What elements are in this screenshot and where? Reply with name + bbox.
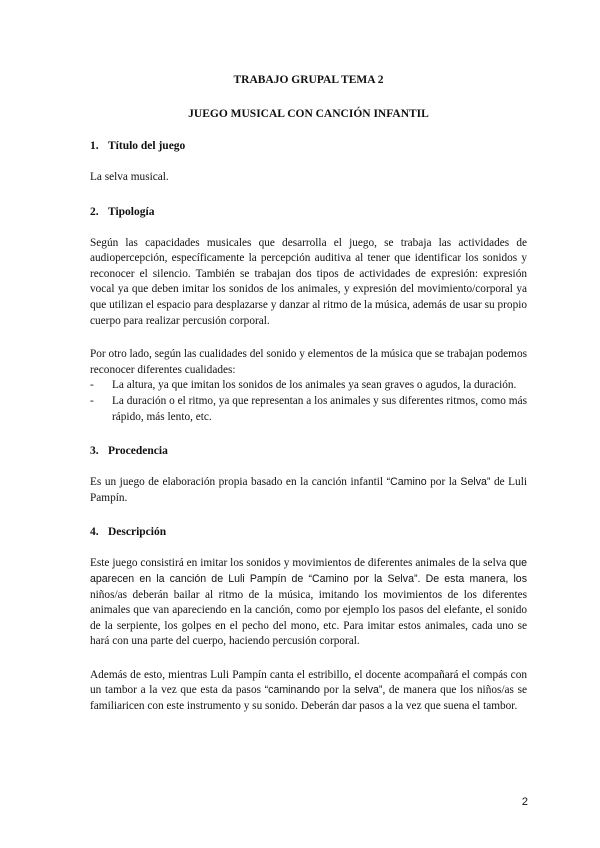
section-4-p2-b: “caminando — [264, 684, 320, 697]
section-3-heading — [90, 445, 527, 457]
section-3-title: Procedencia — [108, 445, 168, 458]
section-1-heading — [90, 140, 527, 152]
section-3-text-a: Es un juego de elaboración propia basado en la canción infantil — [90, 476, 387, 489]
section-3-text-c: de Luli Pampín. — [90, 476, 527, 504]
section-2-bullet-list — [90, 378, 527, 425]
section-1-number: 1. — [90, 140, 99, 152]
section-3-text-b: por la — [426, 476, 461, 489]
section-4-p1-b: que aparecen en la canción de Luli Pampín de “Camino por la Selva”. De esta manera, los — [90, 557, 527, 585]
section-4-p1-c: niños/as deberán bailar al ritmo de la música, imitando los movimientos de los diferentes animales que van apareciendo en la canción, como por ejemplo los pasos del elefante, el sonido de la serpiente, los golpes en el pecho del mono, etc. Para imitar estos animales, cada uno se hará con una parte del cuerpo, haciendo percusión corporal. — [90, 588, 527, 648]
section-3-number: 3. — [90, 445, 99, 458]
section-2-paragraph-1: Según las capacidades musicales que desarrolla el juego, se trabaja las actividades de audiopercepción, específicamente la percepción auditiva al tener que identificar los sonidos y reconocer el silencio. También se trabajan dos tipos de actividades de expresión: expresión vocal ya que deben imitar los sonidos de los animales, y expresión del movimiento/corporal ya que utilizan el espacio para desplazarse y danzar al ritmo de la música, además de usar su propio cuerpo para realizar percusión corporal. — [90, 236, 527, 327]
section-4-p2-c: por la — [320, 684, 355, 697]
section-1-title: Título del juego — [108, 140, 186, 152]
section-2-paragraph-2: Por otro lado, según las cualidades del sonido y elementos de la música que se trabajan podemos reconocer diferentes cualidades: — [90, 348, 528, 376]
section-4-heading — [90, 526, 527, 538]
section-2-title: Tipología — [108, 205, 155, 218]
section-4-title: Descripción — [108, 526, 167, 539]
list-item-text: La altura, ya que imitan los sonidos de los animales ya sean graves o agudos, la duración. — [112, 379, 517, 392]
document-subtitle: JUEGO MUSICAL CON CANCIÓN INFANTIL — [188, 108, 429, 120]
section-4-paragraph-2 — [90, 668, 527, 715]
list-item — [90, 394, 527, 425]
section-4-p2-a: Además de esto, mientras Luli Pampín canta el estribillo, el docente acompañará el compás con un tambor a la vez que esta da pasos — [90, 668, 527, 697]
list-item — [90, 378, 527, 394]
section-2-number: 2. — [90, 205, 99, 218]
bullet-dash: - — [90, 379, 94, 392]
section-4-p1-a: Este juego consistirá en imitar los sonidos y movimientos de diferentes animales de la selva — [90, 557, 510, 570]
song-title-part-2: Selva” — [460, 476, 491, 489]
section-1-text: La selva musical. — [90, 171, 169, 183]
section-4-p2-d: selva” — [354, 684, 383, 697]
page-number: 2 — [521, 796, 528, 808]
document-title: TRABAJO GRUPAL TEMA 2 — [233, 74, 384, 86]
section-3-text — [90, 475, 527, 506]
list-item-text: La duración o el ritmo, ya que representan a los animales y sus diferentes ritmos, como más rápido, más lento, etc. — [112, 394, 527, 423]
document-body — [90, 70, 527, 715]
section-2-heading — [90, 206, 527, 218]
bullet-dash: - — [90, 394, 94, 407]
section-4-paragraph-1 — [90, 556, 527, 650]
section-4-p2-e: , de manera que los niños/as se familiaricen con este instrumento y su sonido. Deberán dar pasos a la vez que suena el tambor. — [90, 684, 528, 713]
song-title-part-1: “Camino — [386, 476, 427, 489]
section-4-number: 4. — [90, 526, 99, 539]
